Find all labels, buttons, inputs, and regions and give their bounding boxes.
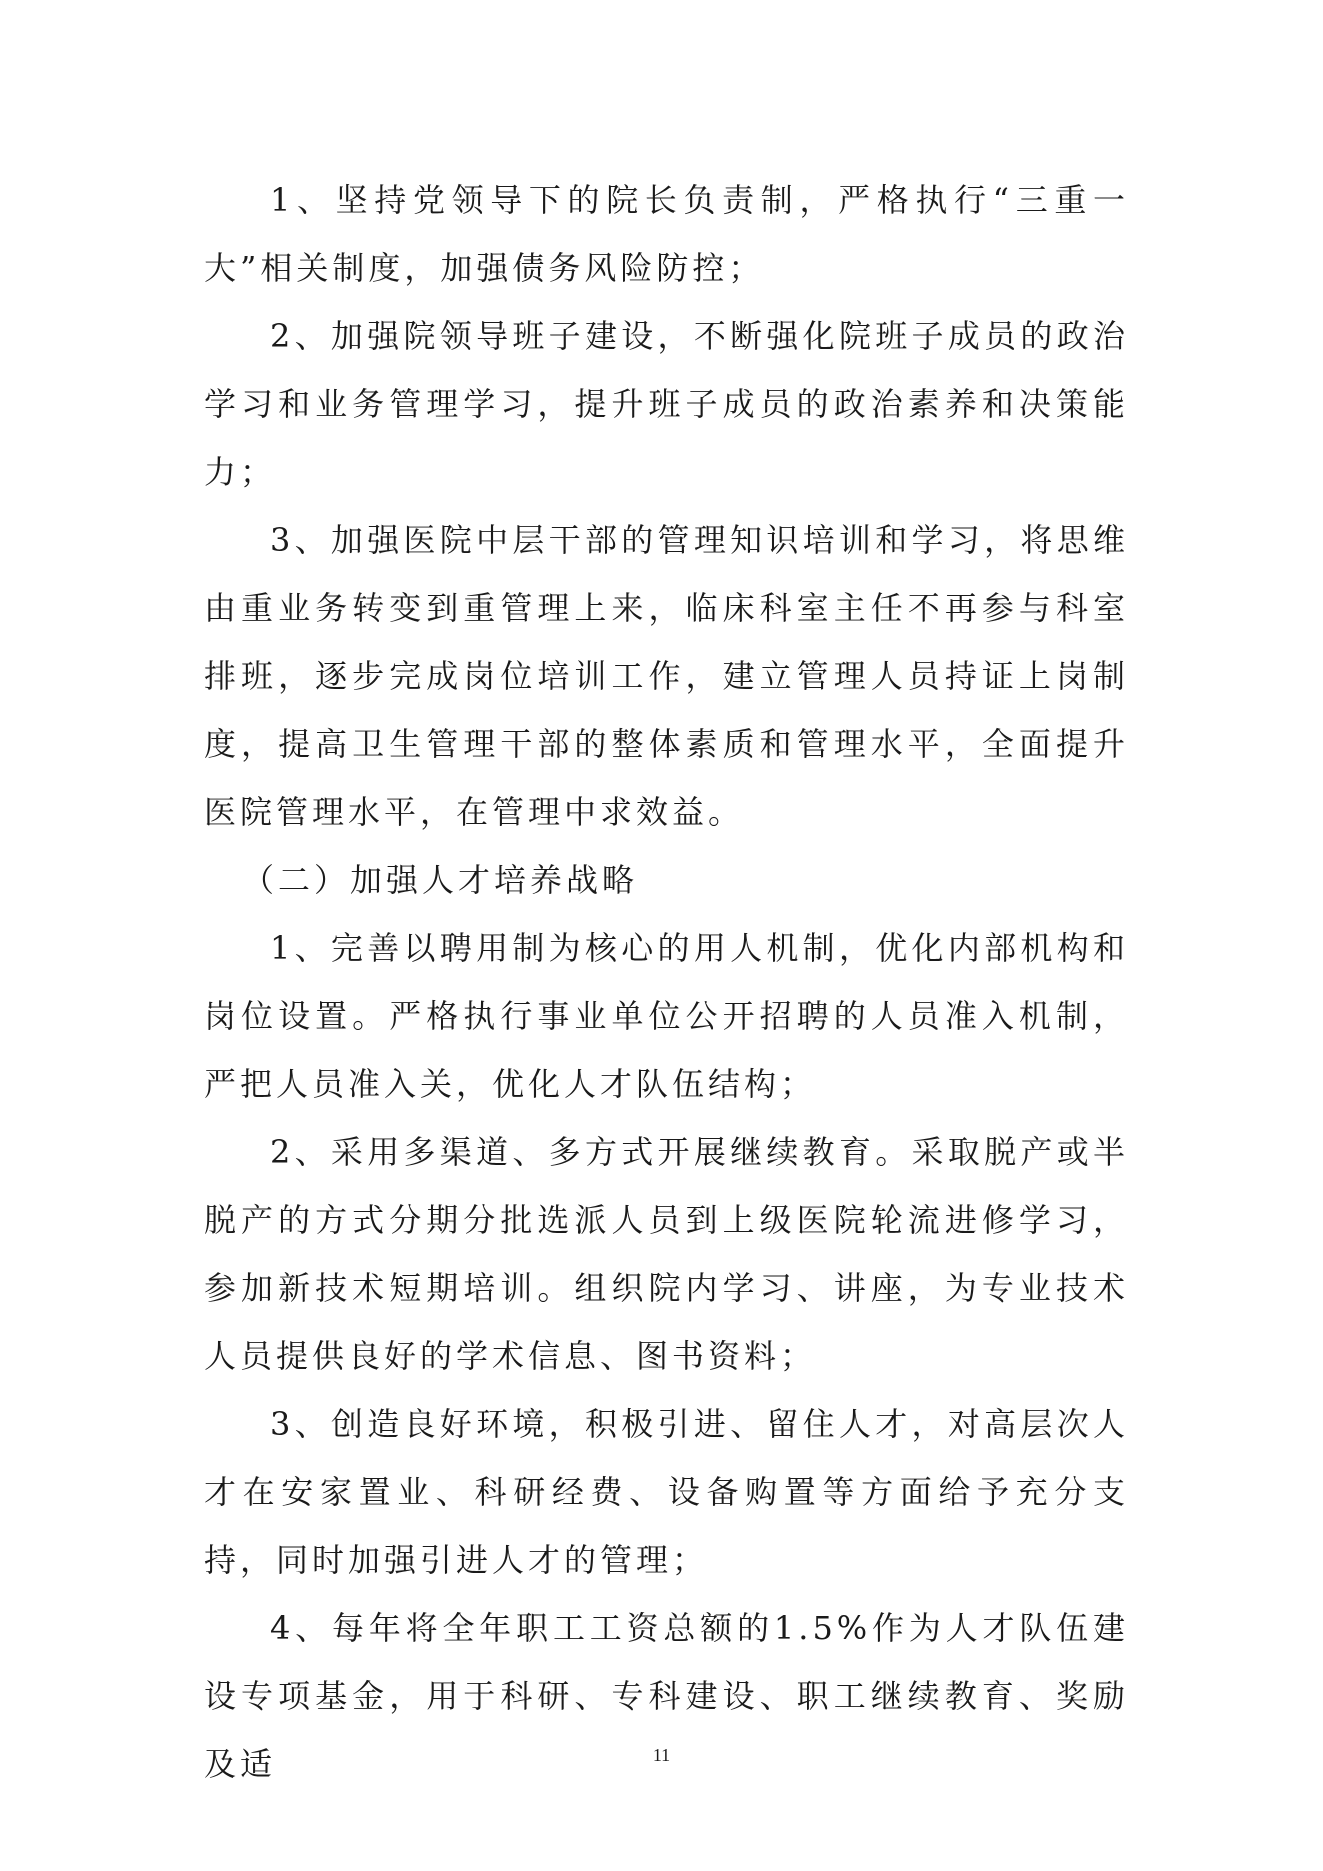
paragraph-talent-4: 4、每年将全年职工工资总额的1.5%作为人才队伍建设专项基金，用于科研、专科建设、职工继续教育、奖励及适 [204, 1609, 1129, 1783]
paragraph-item-1: 1、坚持党领导下的院长负责制，严格执行“三重一大”相关制度，加强债务风险防控； [204, 181, 1129, 287]
body-text [204, 166, 1129, 1798]
paragraph-item-2: 2、加强院领导班子建设，不断强化院班子成员的政治学习和业务管理学习，提升班子成员的政治素养和决策能力； [204, 317, 1129, 491]
paragraph-talent-3: 3、创造良好环境，积极引进、留住人才，对高层次人才在安家置业、科研经费、设备购置等方面给予充分支持，同时加强引进人才的管理； [204, 1405, 1129, 1579]
paragraph-talent-1: 1、完善以聘用制为核心的用人机制，优化内部机构和岗位设置。严格执行事业单位公开招聘的人员准入机制，严把人员准入关，优化人才队伍结构； [204, 929, 1129, 1103]
paragraph-item-3: 3、加强医院中层干部的管理知识培训和学习，将思维由重业务转变到重管理上来，临床科室主任不再参与科室排班，逐步完成岗位培训工作，建立管理人员持证上岗制度，提高卫生管理干部的整体素质和管理水平，全面提升医院管理水平，在管理中求效益。 [204, 521, 1129, 831]
section-heading: （二）加强人才培养战略 [242, 861, 639, 899]
page-number: 11 [652, 1745, 671, 1765]
paragraph-talent-2: 2、采用多渠道、多方式开展继续教育。采取脱产或半脱产的方式分期分批选派人员到上级医院轮流进修学习，参加新技术短期培训。组织院内学习、讲座，为专业技术人员提供良好的学术信息、图书资料； [204, 1133, 1129, 1375]
